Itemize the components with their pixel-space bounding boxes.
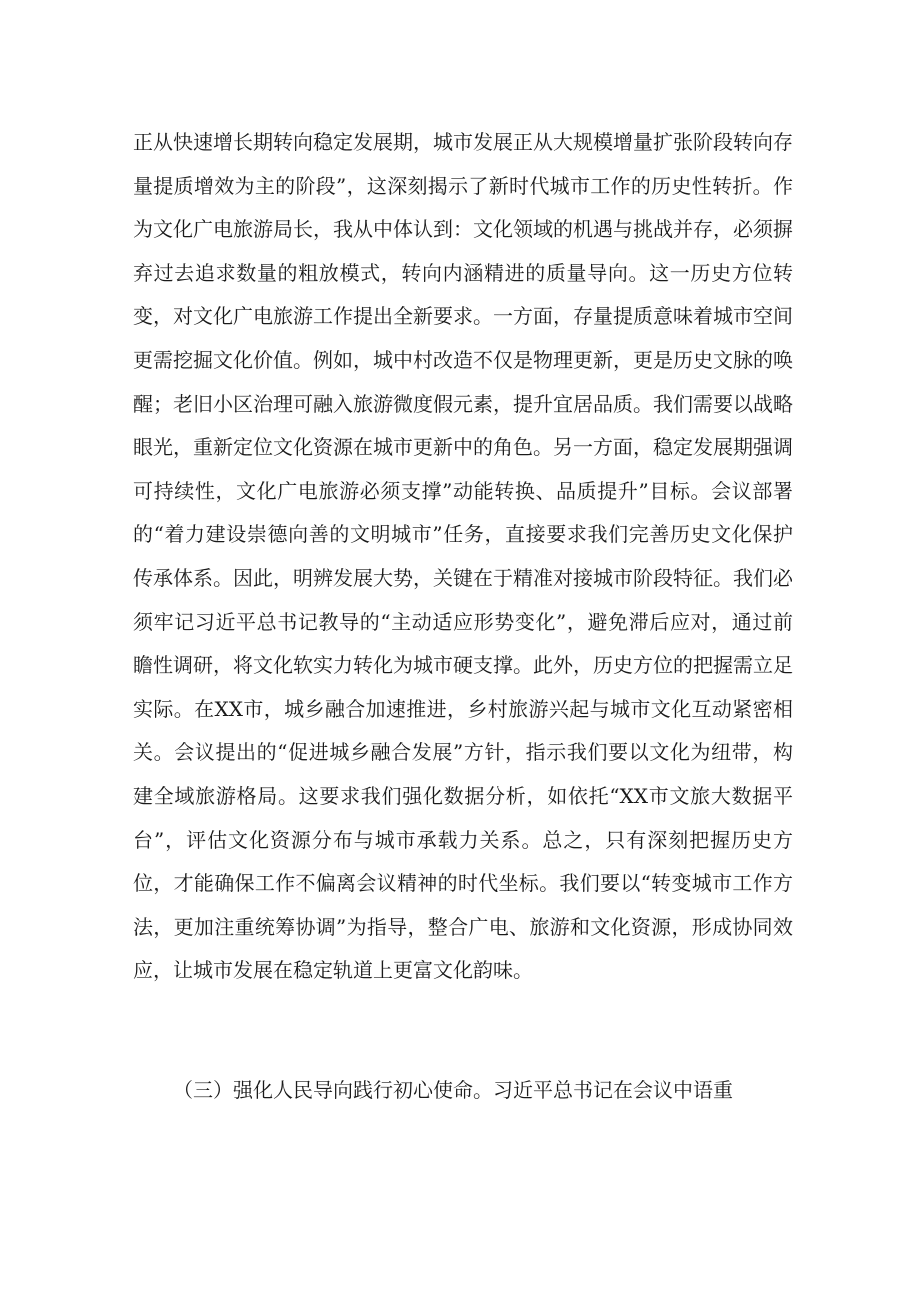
section-heading-paragraph: （三）强化人民导向践行初心使命。习近平总书记在会议中语重 [173, 1078, 733, 1102]
body-paragraph: 正从快速增长期转向稳定发展期，城市发展正从大规模增量扩张阶段转向存量提质增效为主的阶段”，这深刻揭示了新时代城市工作的历史性转折。作为文化广电旅游局长，我从中体认到：文化领域的机遇与挑战并存，必须摒弃过去追求数量的粗放模式，转向内涵精进的质量导向。这一历史方位转变，对文化广电旅游工作提出全新要求。一方面，存量提质意味着城市空间更需挖掘文化价值。例如，城中村改造不仅是物理更新，更是历史文脉的唤醒；老旧小区治理可融入旅游微度假元素，提升宜居品质。我们需要以战略眼光，重新定位文化资源在城市更新中的角色。另一方面，稳定发展期强调可持续性，文化广电旅游必须支撑”动能转换、品质提升”目标。会议部署的“着力建设崇德向善的文明城市”任务，直接要求我们完善历史文化保护传承体系。因此，明辨发展大势，关键在于精准对接城市阶段特征。我们必须牢记习近平总书记教导的“主动适应形势变化”，避免滞后应对，通过前瞻性调研，将文化软实力转化为城市硬支撑。此外，历史方位的把握需立足实际。在XX市，城乡融合加速推进，乡村旅游兴起与城市文化互动紧密相关。会议提出的“促进城乡融合发展”方针，指示我们要以文化为纽带，构建全域旅游格局。这要求我们强化数据分析，如依托“XX市文旅大数据平台”，评估文化资源分布与城市承载力关系。总之，只有深刻把握历史方位，才能确保工作不偏离会议精神的时代坐标。我们要以“转变城市工作方法，更加注重统筹协调”为指导，整合广电、旅游和文化资源，形成协同效应，让城市发展在稳定轨道上更富文化韵味。 [133, 130, 793, 983]
